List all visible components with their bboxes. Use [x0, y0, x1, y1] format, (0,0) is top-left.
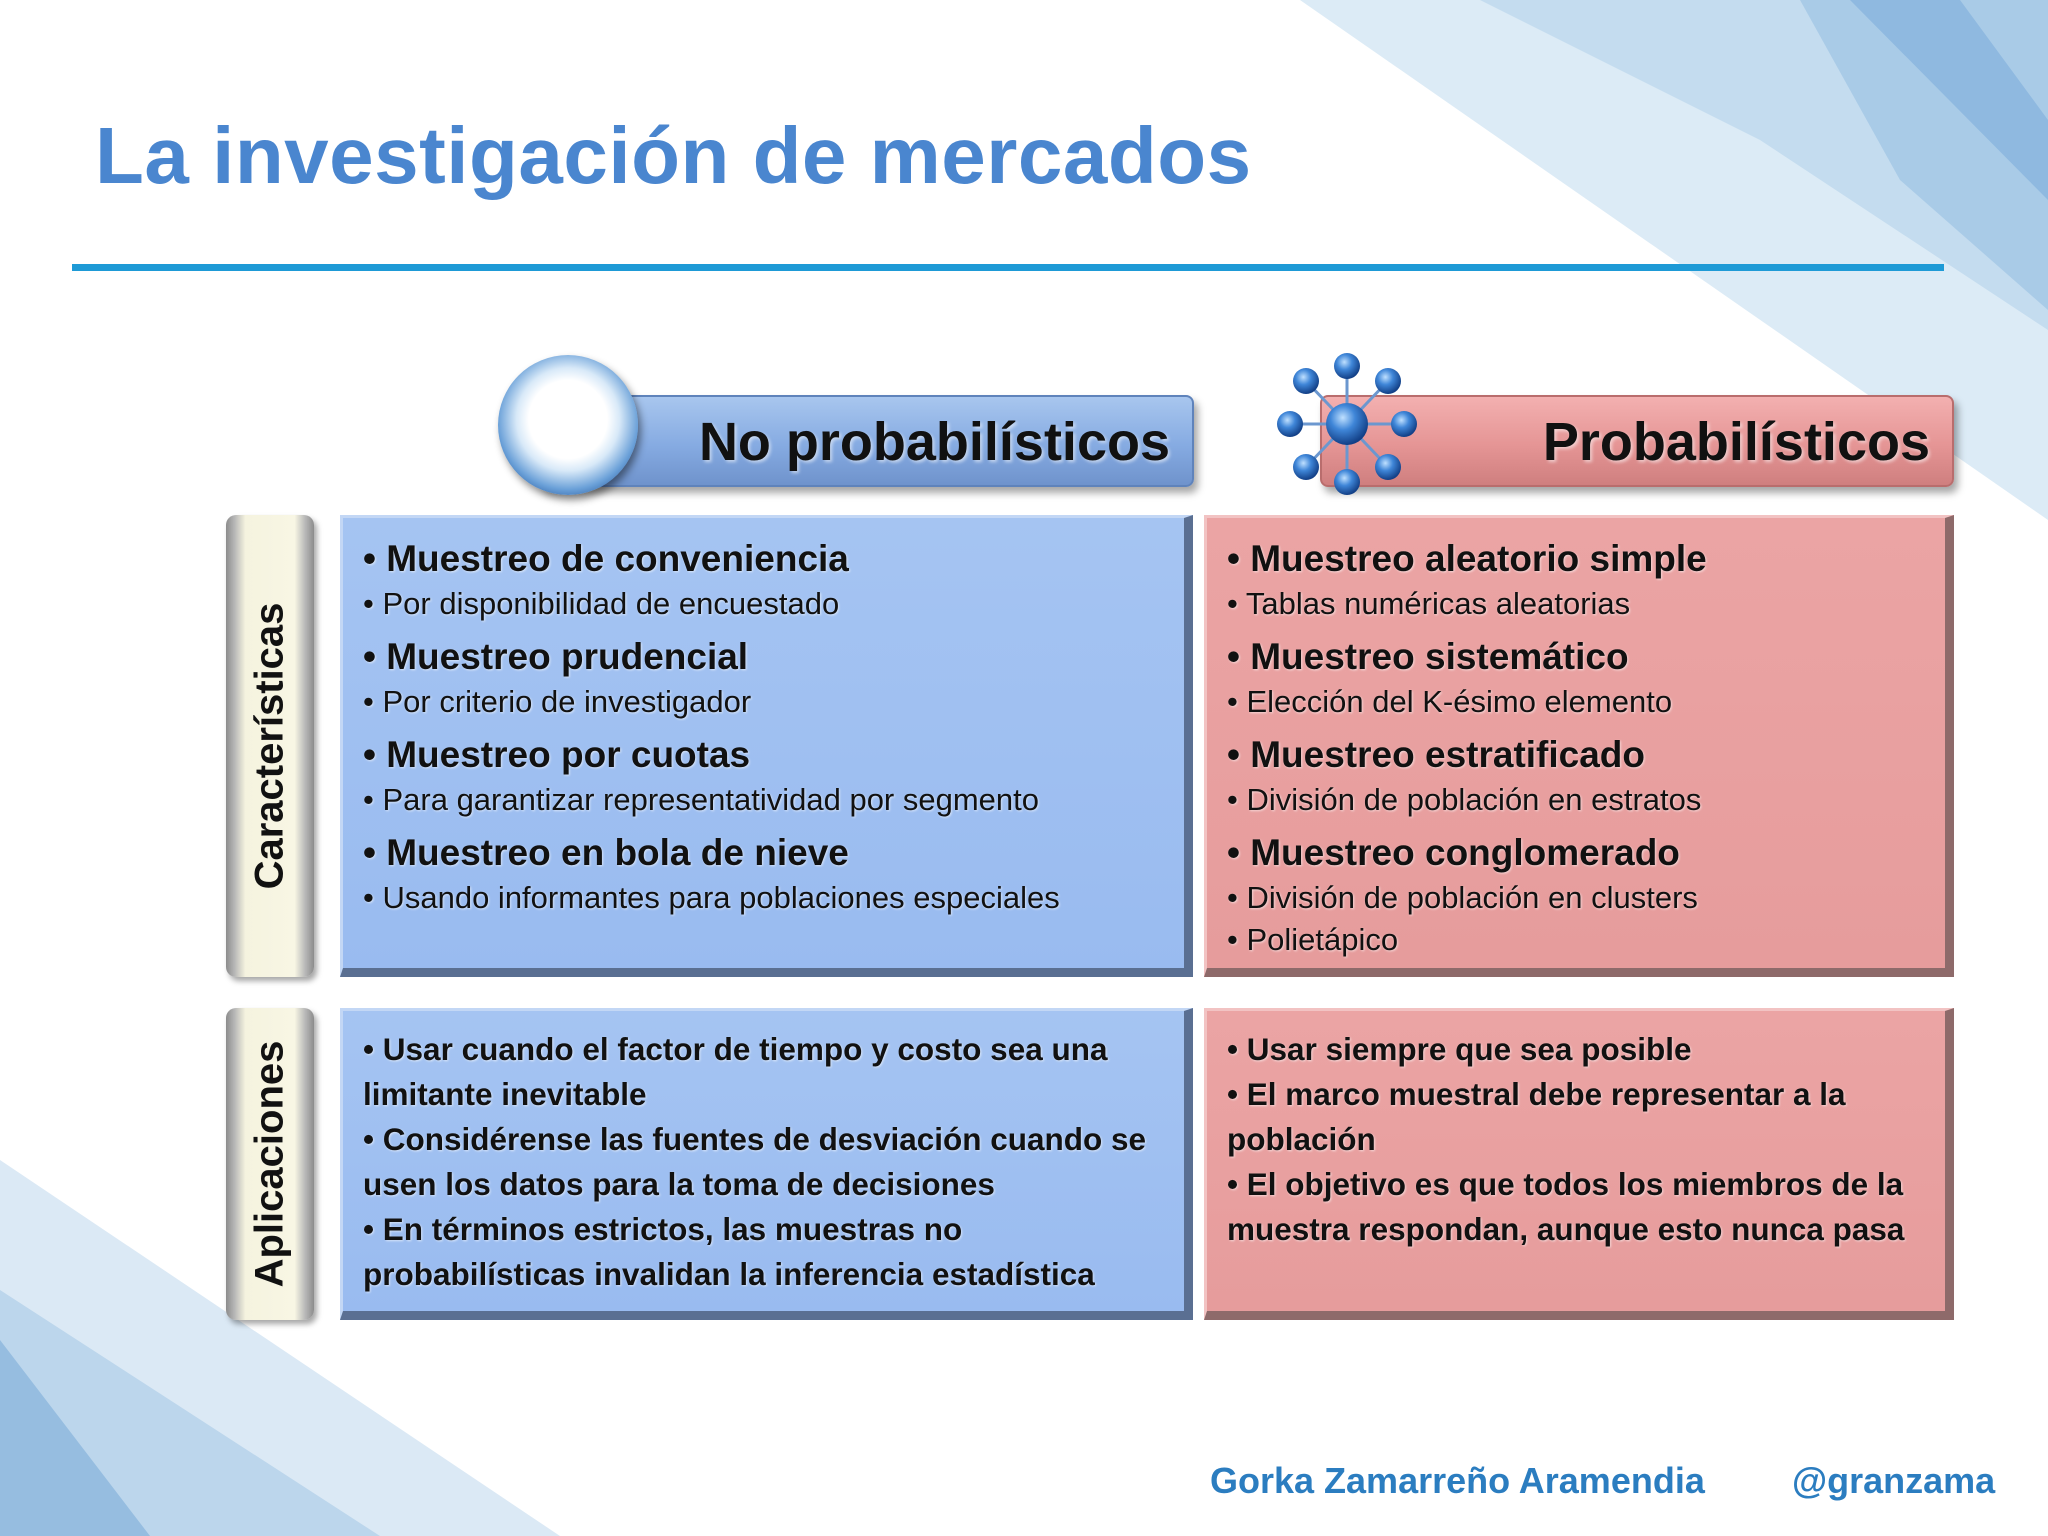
characteristics-probabilistic-cell [1204, 515, 1954, 977]
row-label-applications-text: Aplicaciones [247, 1040, 292, 1288]
characteristics-non-probabilistic-cell [340, 515, 1193, 977]
header-non-probabilistic-label: No probabilísticos [698, 412, 1170, 472]
application-item: • Considérense las fuentes de desviación cuando se usen los datos para la toma de decisiones [363, 1117, 1164, 1207]
header-probabilistic-label: Probabilísticos [1542, 412, 1930, 472]
list-item-heading: • Muestreo de conveniencia [363, 538, 1164, 580]
footer-handle: @granzama [1792, 1460, 1996, 1501]
row-label-characteristics-text: Características [247, 602, 292, 890]
list-item-heading: • Muestreo prudencial [363, 636, 1164, 678]
list-item-detail: • División de población en clusters [1227, 880, 1925, 916]
row-label-characteristics [226, 515, 314, 977]
applications-non-probabilistic-cell [340, 1008, 1193, 1320]
list-item-detail: • Por criterio de investigador [363, 684, 1164, 720]
list-item-heading: • Muestreo estratificado [1227, 734, 1925, 776]
application-item: • El objetivo es que todos los miembros de la muestra respondan, aunque esto nunca pasa [1227, 1162, 1925, 1252]
application-item: • Usar siempre que sea posible [1227, 1027, 1925, 1072]
applications-probabilistic-cell [1204, 1008, 1954, 1320]
list-item-detail: • División de población en estratos [1227, 782, 1925, 818]
network-icon [1272, 350, 1422, 498]
list-item-heading: • Muestreo conglomerado [1227, 832, 1925, 874]
application-item: • En términos estrictos, las muestras no probabilísticas invalidan la inferencia estadística [363, 1207, 1164, 1297]
slide-title: La investigación de mercados [95, 111, 1252, 200]
list-item-detail: • Para garantizar representatividad por segmento [363, 782, 1164, 818]
header-non-probabilistic [540, 395, 1194, 487]
list-item-detail: • Elección del K-ésimo elemento [1227, 684, 1925, 720]
list-item-heading: • Muestreo por cuotas [363, 734, 1164, 776]
footer-author: Gorka Zamarreño Aramendia [1210, 1460, 1705, 1501]
list-item-heading: • Muestreo aleatorio simple [1227, 538, 1925, 580]
application-item: • El marco muestral debe representar a la población [1227, 1072, 1925, 1162]
title-divider [72, 264, 1944, 271]
list-item-detail: • Usando informantes para poblaciones especiales [363, 880, 1164, 916]
row-label-applications [226, 1008, 314, 1320]
list-item-detail: • Tablas numéricas aleatorias [1227, 586, 1925, 622]
list-item-heading: • Muestreo sistemático [1227, 636, 1925, 678]
list-item-detail: • Polietápico [1227, 922, 1925, 958]
sphere-icon [498, 355, 638, 495]
list-item-heading: • Muestreo en bola de nieve [363, 832, 1164, 874]
list-item-detail: • Por disponibilidad de encuestado [363, 586, 1164, 622]
application-item: • Usar cuando el factor de tiempo y costo sea una limitante inevitable [363, 1027, 1164, 1117]
